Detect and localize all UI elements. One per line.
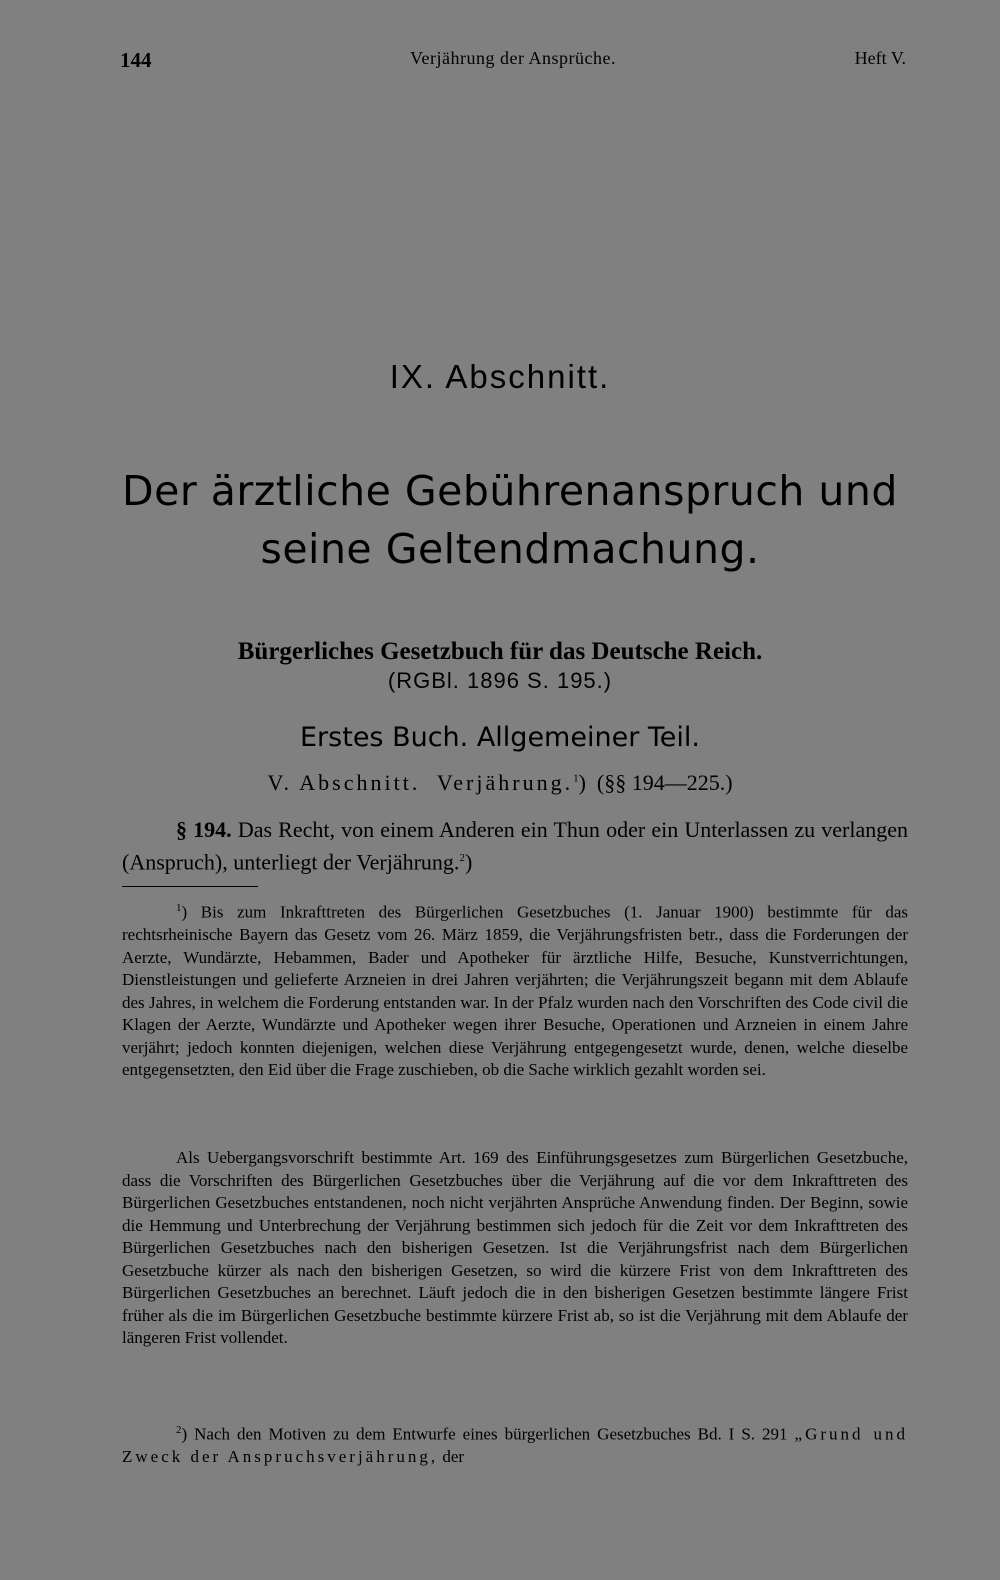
chapter-title	[100, 462, 920, 578]
chapter-title-line-2: seine Geltendmachung.	[260, 525, 760, 573]
running-header	[120, 48, 906, 78]
law-reference: (RGBl. 1896 S. 195.)	[387, 668, 613, 693]
footnote-2-quote: „Grund und Zweck der Anspruchsverjährung,	[122, 1424, 909, 1467]
section-number: § 194.	[176, 817, 232, 842]
footnote-divider	[122, 886, 258, 887]
footnote-2-text: ) Nach den Motiven zu dem Entwurfe eines bürgerlichen Gesetzbuches Bd. I S. 291	[181, 1424, 788, 1444]
subsection-range: (§§ 194—225.)	[596, 770, 733, 795]
footnote-1-continuation: Als Uebergangsvorschrift bestimmte Art. 169 des Einführungsgesetzes zum Bürgerlichen Gesetzbuche, dass die Vorschriften des Bürgerlichen Gesetzbuches über die Verjährung auf die vor dem Inkrafttreten des Bürgerlichen Gesetzbuches entstandenen, noch nicht verjährten Ansprüche Anwendung finden. Der Beginn, sowie die Hemmung und Unterbrechung der Verjährung bestimmen sich jedoch für die Zeit vor dem Inkrafttreten des Bürgerlichen Gesetzbuches nach den bisherigen Gesetzen. Ist die Verjährungsfrist nach dem Bürgerlichen Gesetzbuche kürzer als nach den bisherigen Gesetzen, so wird die kürzere Frist von dem Inkrafttreten des Bürgerlichen Gesetzbuches an berechnet. Läuft jedoch die in den bisherigen Gesetzen bestimmte längere Frist früher als die im Bürgerlichen Gesetzbuche bestimmte kürzere Frist ab, so ist die Verjährung mit dem Ablaufe der längeren Frist vollendet.	[122, 1148, 908, 1347]
book-title: Erstes Buch. Allgemeiner Teil.	[300, 722, 700, 753]
footnote-mark-1: 1	[573, 772, 579, 785]
footnote-1	[122, 897, 908, 1082]
subsection-name: Verjährung.	[436, 770, 574, 795]
page-number: 144	[120, 48, 152, 72]
footnote-2-end: der	[442, 1447, 465, 1467]
paragraph-194: § 194. Das Recht, von einem Anderen ein Thun oder ein Unterlassen zu verlangen (Anspruch), unterliegt der Verjährung.$^2$)	[122, 817, 909, 875]
subsection-heading: V. Abschnitt. Verjährung.$^1$) (§§ 194—225.)	[267, 770, 733, 795]
section-label: IX. Abschnitt.	[389, 358, 611, 395]
running-title: Verjährung der Ansprüche.	[410, 48, 616, 68]
law-title: Bürgerliches Gesetzbuch für das Deutsche Reich.	[237, 638, 763, 665]
paragraph-text: Das Recht, von einem Anderen ein Thun oder ein Unterlassen zu verlangen (Anspruch), unterliegt der Verjährung.	[122, 817, 909, 875]
chapter-title-line-1: Der ärztliche Gebührenanspruch und	[122, 467, 898, 515]
footnote-1-mark: 1	[176, 902, 182, 914]
footnote-1-text: ) Bis zum Inkrafttreten des Bürgerlichen Gesetzbuches (1. Januar 1900) bestimmte für das rechtsrheinische Bayern das Gesetz vom 26. März 1859, die Verjährungsfristen betr., dass die Forderungen der Aerzte, Wundärzte, Hebammen, Bader und Apotheker für ärztliche Hilfe, Besuche, Kunstverrichtungen, Dienstleistungen und gelieferte Arzneien in drei Jahren verjährten; die Verjährungszeit begann mit dem Ablaufe des Jahres, in welchem die Forderung entstanden war. In der Pfalz wurden nach den Vorschriften des Code civil die Klagen der Aerzte, Wundärzte und Apotheker wegen ihrer Besuche, Operationen und Arzneien in einem Jahre verjährt; jedoch konnten diejenigen, welchen diese Verjährung entgegengesetzt wurde, denen, welche dieselbe entgegensetzten, den Eid über die Frage zuschieben, ob die Sache wirklich gezahlt worden sei.	[122, 902, 908, 1080]
footnote-2	[122, 1419, 908, 1469]
issue-label: Heft V.	[854, 48, 906, 68]
subsection-label: V. Abschnitt.	[267, 770, 421, 795]
footnote-mark-2: 2	[459, 852, 465, 864]
footnote-2-mark: 2	[176, 1424, 182, 1436]
